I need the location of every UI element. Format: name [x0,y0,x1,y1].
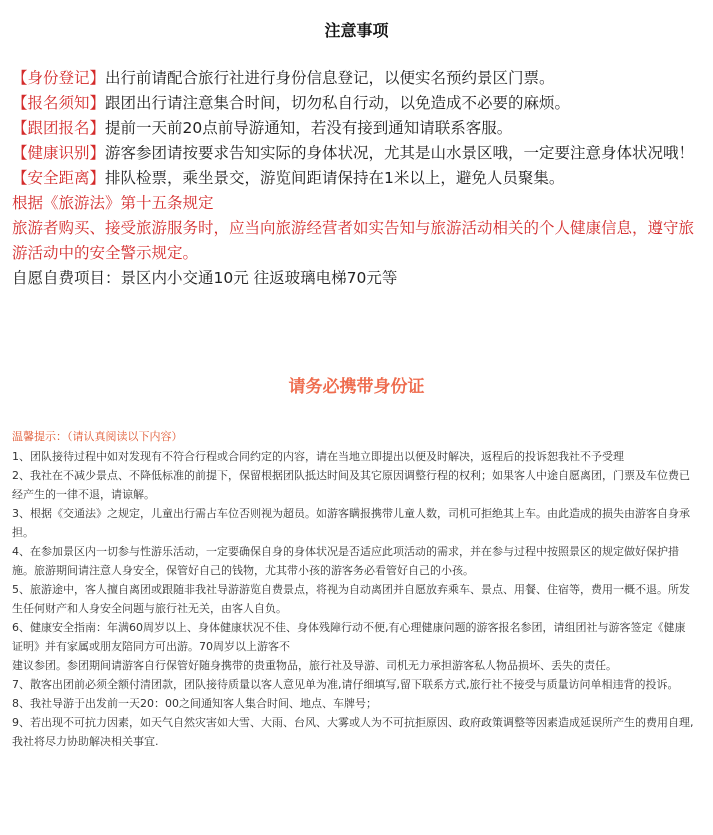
tips-list [12,447,694,751]
notice-section [12,66,702,291]
tip-item: 7、散客出团前必须全额付清团款，团队接待质量以客人意见单为准,请仔细填写,留下联系方式,旅行社不接受与质量访问单相违背的投诉。 [12,678,679,691]
notice-text: 游客参团请按要求告知实际的身体状况，尤其是山水景区哦，一定要注意身体状况哦！ [105,144,695,162]
law-heading: 根据《旅游法》第十五条规定 [12,194,214,212]
tip-item: 3、根据《交通法》之规定，儿童出行需占车位否则视为超员。如游客瞒报携带儿童人数，司机可拒绝其上车。由此造成的损失由游客自身承担。 [12,507,690,539]
notice-item-signup [12,91,702,116]
optional-items: 自愿自费项目：景区内小交通10元 往返玻璃电梯70元等 [12,269,398,287]
notice-item-identity [12,66,702,91]
notice-item-group [12,116,702,141]
id-card-banner: 请务必携带身份证 [288,377,425,397]
tip-item: 6、健康安全指南：年满60周岁以上、身体健康状况不佳、身体残障行动不便,有心理健康问题的游客报名参团，请组团社与游客签定《健康证明》并有家属或朋友陪同方可出游。70周岁以上游客不 [12,621,686,653]
tip-item: 2、我社在不减少景点、不降低标准的前提下，保留根据团队抵达时间及其它原因调整行程的权利；如果客人中途自愿离团，门票及车位费已经产生的一律不退，请谅解。 [12,469,690,501]
notice-item-health [12,141,702,166]
notice-text: 提前一天前20点前导游通知，若没有接到通知请联系客服。 [105,119,513,137]
tip-item: 5、旅游途中，客人擅自离团或跟随非我社导游游览自费景点，将视为自动离团并自愿放弃乘车、景点、用餐、住宿等，费用一概不退。所发生任何财产和人身安全问题与旅行社无关，由客人自负。 [12,583,690,615]
tip-item: 1、团队接待过程中如对发现有不符合行程或合同约定的内容，请在当地立即提出以便及时解决，返程后的投诉恕我社不予受理 [12,450,624,463]
notice-tag: 【身份登记】 [12,69,106,87]
notice-text: 出行前请配合旅行社进行身份信息登记，以便实名预约景区门票。 [105,69,555,87]
notice-text: 排队检票，乘坐景交，游览间距请保持在1米以上，避免人员聚集。 [105,169,565,187]
tip-item: 8、我社导游于出发前一天20：00之间通知客人集合时间、地点、车牌号； [12,697,377,710]
notice-tag: 【健康识别】 [12,144,106,162]
notice-tag: 【报名须知】 [12,94,106,112]
law-text: 旅游者购买、接受旅游服务时，应当向旅游经营者如实告知与旅游活动相关的个人健康信息，遵守旅游活动中的安全警示规定。 [12,219,695,262]
tip-item: 4、在参加景区内一切参与性游乐活动，一定要确保自身的身体状况是否适应此项活动的需求，并在参与过程中按照景区的规定做好保护措施。旅游期间请注意人身安全，保管好自己的钱物，尤其带小孩的游客务必看管好自己的小孩。 [12,545,679,577]
notice-item-distance [12,166,702,191]
notice-tag: 【跟团报名】 [12,119,106,137]
page-title: 注意事项 [324,21,389,40]
notice-text: 跟团出行请注意集合时间，切勿私自行动，以免造成不必要的麻烦。 [105,94,571,112]
tips-heading: 温馨提示：（请认真阅读以下内容） [12,430,183,443]
tip-item: 建议参团。参团期间请游客自行保管好随身携带的贵重物品，旅行社及导游、司机无力承担游客私人物品损坏、丢失的责任。 [12,659,617,672]
tip-item: 9、若出现不可抗力因素，如天气自然灾害如大雪、大雨、台风、大雾或人为不可抗拒原因、政府政策调整等因素造成延误所产生的费用自理,我社将尽力协助解决相关事宜. [12,716,694,748]
notice-tag: 【安全距离】 [12,169,106,187]
